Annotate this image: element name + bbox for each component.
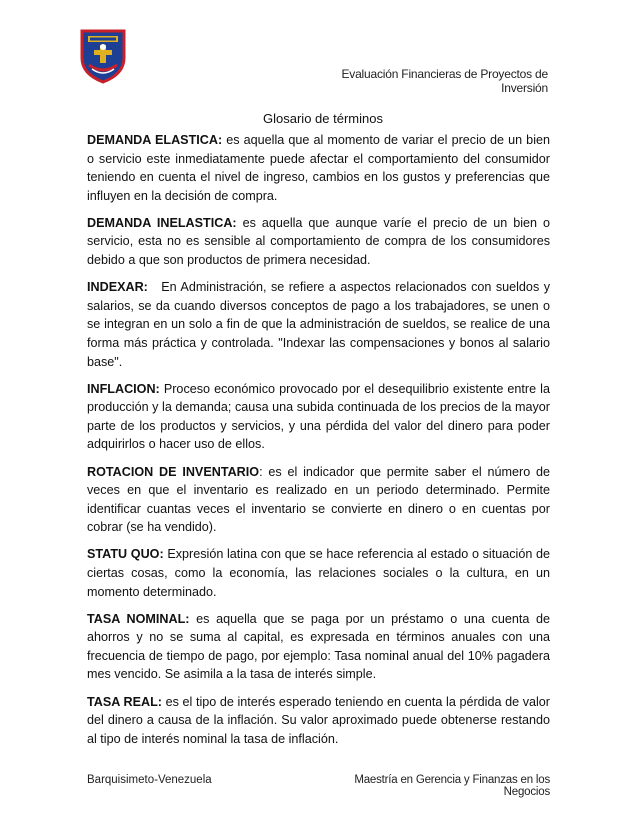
glossary-entry [87,278,554,371]
glossary-definition: es el tipo de interés esperado teniendo en cuenta la pérdida de valor del dinero a causa de la inflación. Su valor aproximado puede obtenerse restando al tipo de interés nominal la tasa de inflación. [87,694,550,746]
glossary-term: TASA REAL: [87,694,162,709]
university-crest-logo-icon [76,28,130,84]
glossary-entry [87,380,550,454]
glossary-definition: En Administración, se refiere a aspectos relacionados con sueldos y salarios, se da cuando diversos conceptos de pago a los trabajadores, se unen o se integran en un solo a fin de que la administración de sueldos, se realice de una forma más práctica y controlada. "Indexar las compensaciones y bonos al salario base". [87,280,554,369]
glossary-entry [87,463,550,537]
glossary-definition: es aquella que al momento de variar el precio de un bien o servicio este inmediatamente puede afectar el comportamiento del consumidor teniendo en cuenta el nivel de ingreso, cambios en los gustos y preferencias que influyen en la decisión de compra. [87,133,550,203]
glossary-term: ROTACION DE INVENTARIO [87,464,260,479]
glossary-definition: es aquella que se paga por un préstamo o una cuenta de ahorros y no se suma al capital, es expresada en términos anuales con una frecuencia de tiempo de pago, por ejemplo: Tasa nominal anual del 10% pagadera mes vencido. Se asimila a la tasa de interés simple. [87,611,550,682]
glossary-entry [87,214,550,270]
footer-location: Barquisimeto-Venezuela [87,774,212,786]
glossary-entry [87,545,550,601]
glossary-entry [87,610,550,684]
glossary-definition: Proceso económico provocado por el desequilibrio existente entre la producción y la demanda; causa una subida continuada de los precios de la mayor parte de los productos y servicios, y una pérdida del valor del dinero para poder adquirirlos o hacer uso de ellos. [87,381,550,452]
glossary-definition: es aquella que aunque varíe el precio de un bien o servicio, esta no es sensible al comportamiento de compra de los consumidores debido a que son productos de primera necesidad. [87,215,550,268]
glossary-term: DEMANDA ELASTICA: [87,133,223,147]
glossary-term: DEMANDA INELASTICA: [87,215,237,230]
glossary-entry [87,131,550,205]
glossary-definition: Expresión latina con que se hace referencia al estado o situación de ciertas cosas, como la economía, las relaciones sociales o la cultura, en un momento determinado. [87,547,551,599]
glossary-term: INDEXAR: [87,280,148,295]
glossary-body [87,131,554,757]
glossary-term: STATU QUO: [87,547,164,562]
glossary-entry [87,693,550,749]
glossary-definition: : es el indicador que permite saber el número de veces en que el inventario es realizado en un periodo determinado. Permite identificar cuantas veces el inventario se convierte en dinero o en cuentas por cobrar (se ha vendido). [87,464,551,535]
footer-program: Maestría en Gerencia y Finanzas en los Negocios [354,774,550,798]
document-title: Glosario de términos [263,111,383,126]
glossary-term: INFLACION: [87,381,160,396]
glossary-term: TASA NOMINAL: [87,611,190,626]
header-title: Evaluación Financieras de Proyectos de Inversión [341,67,548,95]
